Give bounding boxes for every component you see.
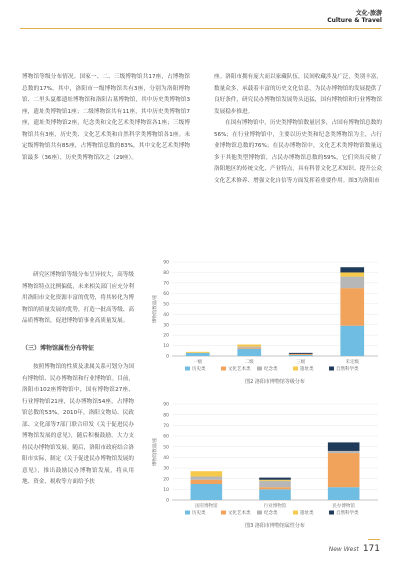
y-tick-label: 80	[163, 271, 169, 277]
y-tick-label: 40	[163, 312, 169, 318]
section-header	[327, 8, 382, 24]
y-tick-label: 60	[163, 434, 169, 440]
bar-segment	[237, 349, 261, 356]
legend-label: 纪念类	[264, 367, 278, 372]
bar-segment	[340, 267, 364, 272]
legend-label: 历史类	[192, 367, 206, 372]
body-text-left-mid	[22, 270, 134, 328]
bar-segment	[340, 326, 364, 356]
bar-segment	[259, 478, 291, 480]
bar-segment	[237, 348, 261, 349]
paragraph: 按照博物馆的性质及隶属关系可划分为国有博物馆、民办博物馆和行业博物馆。目前，洛阳市102座博物馆中，国有博物馆27座、行业博物馆21座，民办博物馆54座，占博物馆总数的53%。2010年，洛阳文物局、民政部、文化部等7部门联合印发《关于促进民办博物馆发展的意见》，随后积极鼓励，大力支持民办博物馆发展。随后，洛阳市政府结合洛阳市实际，制定《关于促进民办博物馆发展的意见》，推出鼓励民办博物馆发展，将从用地、资金、税收等方面给予扶	[22, 364, 134, 485]
page-footer	[329, 544, 380, 554]
legend-label: 遗址类	[300, 367, 314, 372]
x-tick-label: 三级	[296, 360, 306, 365]
y-tick-label: 30	[163, 323, 169, 329]
y-tick-label: 50	[163, 302, 169, 308]
legend-swatch	[257, 367, 262, 371]
y-tick-label: 50	[163, 445, 169, 451]
legend-swatch	[329, 367, 334, 371]
body-text-right-top	[214, 72, 382, 187]
chart-title: 图2 洛阳市博物馆等级分布	[245, 379, 305, 385]
legend-swatch	[293, 511, 298, 515]
legend-label: 文化艺术类	[228, 511, 251, 516]
bar-segment	[340, 272, 364, 276]
legend-label: 遗址类	[300, 511, 314, 516]
body-text-left-bottom	[22, 362, 134, 489]
legend-swatch	[257, 511, 262, 515]
bar-segment	[191, 484, 223, 500]
bar-segment	[289, 355, 313, 356]
y-tick-label: 30	[163, 466, 169, 472]
legend-swatch	[293, 367, 298, 371]
y-tick-label: 0	[166, 498, 169, 504]
bar-segment	[191, 480, 223, 484]
legend-swatch	[185, 367, 190, 371]
bar-segment	[191, 477, 223, 480]
bar-segment	[237, 347, 261, 348]
bar-segment	[328, 451, 360, 453]
bar-segment	[328, 453, 360, 487]
legend-label: 历史类	[192, 511, 206, 516]
bar-segment	[340, 288, 364, 326]
footer-rule	[368, 539, 380, 540]
section-title-en: Culture & Travel	[327, 17, 382, 24]
y-axis-label: 博物馆数量/座	[153, 437, 158, 467]
y-tick-label: 80	[163, 413, 169, 419]
x-tick-label: 二级	[244, 360, 254, 365]
bar-segment	[237, 345, 261, 347]
legend-swatch	[329, 511, 334, 515]
bar-segment	[340, 277, 364, 288]
y-axis-label: 博物馆数量/座	[153, 294, 158, 324]
body-text-left-top	[22, 72, 190, 164]
legend-label: 自然科学类	[336, 511, 359, 516]
bar-segment	[259, 489, 291, 500]
paragraph: 博物馆等级分布情况。国家一、二、三级博物馆共17座，占博物馆总数的17%。其中，洛阳市一级博物馆共有3座，分别为洛阳博物馆、二里头夏都遗址博物馆和洛阳古墓博物馆，其中历史类博物馆3座，遗址类博物馆1座；二级博物馆共有11座，其中历史类博物馆7座，遗址类博物馆2座，纪念类和文化艺术类博物馆各1座；三级博物馆共有3座，历史类、文化艺术类和自然科学类博物馆各1座。未定级博物馆共有85座，占博物馆总数的83%，其中文化艺术类博物馆最多（36座），历史类博物馆次之（29座）。	[22, 74, 190, 161]
chart-grade-svg	[148, 256, 384, 386]
legend-swatch	[221, 367, 226, 371]
bar-segment	[328, 442, 360, 451]
legend-swatch	[221, 511, 226, 515]
y-tick-label: 10	[163, 344, 169, 350]
bar-segment	[259, 481, 291, 487]
y-tick-label: 60	[163, 291, 169, 297]
legend-label: 文化艺术类	[228, 367, 251, 372]
bar-segment	[259, 487, 291, 489]
section-title-cn: 文化·旅游	[355, 10, 382, 17]
y-tick-label: 0	[166, 354, 169, 360]
paragraph: 研究区博物馆等级分布呈异较大，高等级博物馆特点比例偏低，未来相关部门应充分利用洛阳市文化资源丰富的优势，将其转化为博物馆的质量发展的优势，打造一批高等级、高品质博物馆，促进博物馆事业高质量发展。	[22, 272, 134, 324]
x-tick-label: 一级	[193, 360, 203, 365]
bar-segment	[289, 353, 313, 354]
y-tick-label: 90	[163, 260, 169, 266]
chart-title: 图3 洛阳市博物馆属性分布	[245, 523, 305, 529]
legend-label: 纪念类	[264, 511, 278, 516]
bar-segment	[186, 352, 210, 353]
page-number: 171	[362, 544, 380, 554]
y-tick-label: 20	[163, 333, 169, 339]
paragraph: 座。洛阳市拥有庞大而以家藏队伍，民间收藏涉及广泛，类别丰富，数量众多，承载着丰富的历史文化信息，为民办博物馆的发展提供了良好条件，研究民办博物馆发展势头迅猛，国有博物馆和行业博物馆发展稳步推进。	[214, 74, 382, 115]
x-tick-label: 国有博物馆	[195, 504, 218, 509]
y-tick-label: 40	[163, 455, 169, 461]
bar-segment	[186, 353, 210, 356]
legend-label: 自然科学类	[336, 367, 359, 372]
chart-attribute-svg	[148, 398, 384, 530]
x-tick-label: 民办博物馆	[332, 504, 355, 509]
x-tick-label: 行业博物馆	[263, 504, 287, 509]
bar-segment	[289, 354, 313, 355]
bar-segment	[259, 480, 291, 481]
y-tick-label: 70	[163, 423, 169, 429]
y-tick-label: 10	[163, 487, 169, 493]
bar-segment	[191, 471, 223, 476]
bar-segment	[328, 487, 360, 500]
section-subheading: （三）博物馆属性分布特征	[22, 345, 95, 352]
header-rule	[20, 28, 382, 29]
x-tick-label: 未定级	[345, 360, 359, 365]
journal-name: New West	[328, 546, 359, 553]
legend-swatch	[185, 511, 190, 515]
chart-grade-distribution	[148, 256, 384, 386]
y-tick-label: 70	[163, 281, 169, 287]
y-tick-label: 20	[163, 477, 169, 483]
chart-attribute-distribution	[148, 398, 384, 530]
paragraph: 在国有博物馆中，历史类博物馆数量居多，占国有博物馆总数的56%；在行业博物馆中，主要以历史类和纪念类博物馆为主，占行业博物馆总数的76%；在民办博物馆中，文化艺术类博物馆数量远多于其他类型博物馆，占民办博物馆总数的59%，它们突出反映了洛阳地区的传统文化、产业特点，具有科普文化艺术知识、提升公众文化艺术修养、增强文化自信等方面发挥着重要作用。图3为洛阳市	[214, 120, 382, 184]
y-tick-label: 90	[163, 402, 169, 408]
